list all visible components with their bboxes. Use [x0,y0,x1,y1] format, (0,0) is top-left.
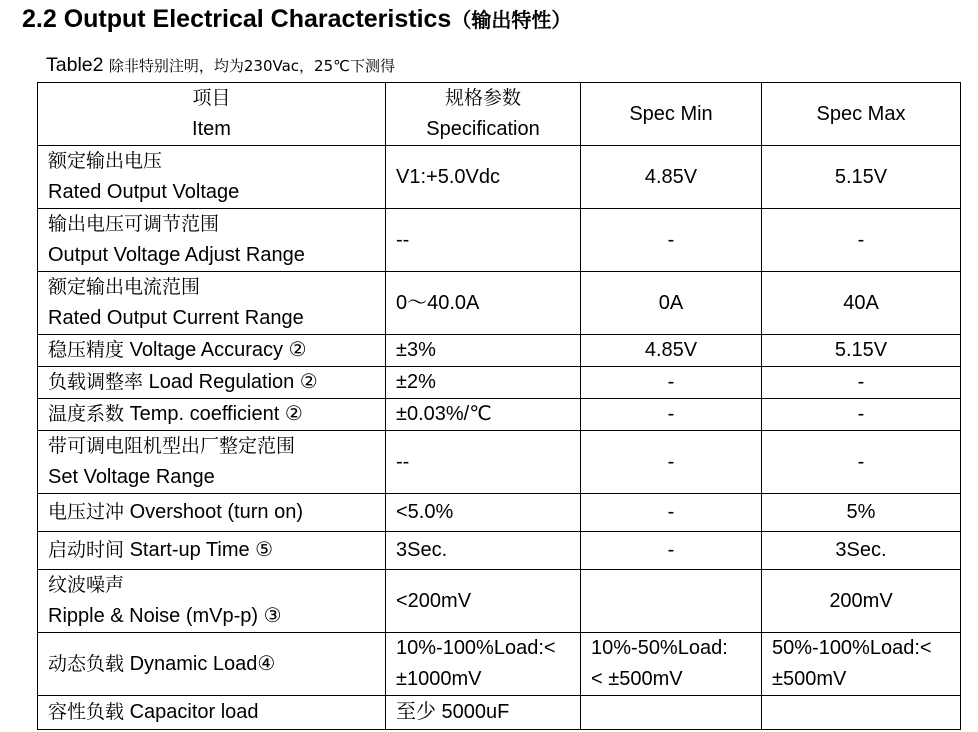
row-item-en: Voltage Accuracy ② [129,339,307,361]
row-item [38,532,386,570]
row-item-cn: 负载调整率 [48,371,144,393]
row-item-cn: 额定输出电压 [48,150,163,172]
row-item-cn: 电压过冲 [48,501,125,523]
row-item [38,335,386,367]
row-min-line2: < ±500mV [591,668,683,690]
row-item-cn: 容性负载 [48,701,125,723]
row-max: - [762,209,961,272]
row-max: 5.15V [762,335,961,367]
table-row [38,633,961,696]
table-row [38,399,961,431]
row-item-cn: 输出电压可调节范围 [48,213,220,235]
output-characteristics-table [37,82,961,730]
row-item-cn: 稳压精度 [48,339,125,361]
row-spec: 至少 5000uF [386,696,581,730]
row-max: 40A [762,272,961,335]
row-item-en: Set Voltage Range [48,466,215,488]
row-min: - [581,431,762,494]
row-min: - [581,532,762,570]
table-row [38,146,961,209]
row-min: - [581,367,762,399]
row-spec: ±3% [386,335,581,367]
row-max-line2: ±500mV [772,668,847,690]
section-heading-en: 2.2 Output Electrical Characteristics [22,5,452,33]
row-max: - [762,399,961,431]
row-item [38,399,386,431]
row-item [38,696,386,730]
table-row [38,209,961,272]
header-spec-cn: 规格参数 [444,87,521,109]
header-item-cn: 项目 [192,87,231,109]
row-item-en: Temp. coefficient ② [129,403,303,425]
header-max: Spec Max [762,83,961,146]
row-item-cn: 额定输出电流范围 [48,276,201,298]
row-min: 4.85V [581,146,762,209]
row-min: - [581,399,762,431]
row-max: 5.15V [762,146,961,209]
row-spec: 3Sec. [386,532,581,570]
row-max [762,696,961,730]
header-item-en: Item [192,118,231,140]
table-row [38,494,961,532]
row-min: 4.85V [581,335,762,367]
row-item-cn: 启动时间 [48,539,125,561]
row-item-en: Output Voltage Adjust Range [48,244,305,266]
row-min: - [581,209,762,272]
table-row [38,570,961,633]
table-row [38,532,961,570]
row-item-en: Rated Output Voltage [48,181,240,203]
row-item [38,494,386,532]
row-item-cn: 纹波噪声 [48,574,125,596]
row-item-en: Overshoot (turn on) [129,501,303,523]
row-min [581,696,762,730]
header-item [38,83,386,146]
row-item-en: Dynamic Load④ [129,652,276,675]
row-min: - [581,494,762,532]
row-item [38,209,386,272]
header-spec-en: Specification [426,118,540,140]
row-spec: 0～40.0A [386,272,581,335]
table-label: Table2 [46,54,104,76]
row-max: 3Sec. [762,532,961,570]
row-spec: <5.0% [386,494,581,532]
row-min [581,633,762,696]
row-spec-line2: ±1000mV [396,668,482,690]
table-caption [46,54,395,77]
row-item [38,146,386,209]
header-min: Spec Min [581,83,762,146]
row-item [38,367,386,399]
row-spec: <200mV [386,570,581,633]
table-row [38,696,961,730]
row-item-en: Ripple & Noise (mVp-p) ③ [48,605,282,627]
row-item [38,633,386,696]
row-spec [386,633,581,696]
table-row [38,272,961,335]
row-item [38,272,386,335]
row-min: 0A [581,272,762,335]
row-spec: ±2% [386,367,581,399]
row-max: 200mV [762,570,961,633]
row-item-cn: 温度系数 [48,403,125,425]
table-note: 除非特别注明，均为230Vac，25℃下测得 [108,57,395,75]
table-row [38,431,961,494]
table-row [38,335,961,367]
row-min-line1: 10%-50%Load: [591,637,728,659]
section-heading-cn: （输出特性） [451,8,572,32]
row-item-cn: 动态负载 [48,652,125,675]
row-spec: V1:+5.0Vdc [386,146,581,209]
row-max [762,633,961,696]
row-item [38,570,386,633]
section-heading [22,4,571,34]
row-spec-line1: 10%-100%Load:< [396,637,556,659]
row-item [38,431,386,494]
row-spec: ±0.03%/℃ [386,399,581,431]
row-item-en: Start-up Time ⑤ [129,539,274,561]
row-max: - [762,367,961,399]
row-spec: -- [386,431,581,494]
row-item-en: Rated Output Current Range [48,307,304,329]
table-row [38,367,961,399]
row-max: - [762,431,961,494]
row-max-line1: 50%-100%Load:< [772,637,932,659]
row-item-en: Capacitor load [129,701,259,723]
row-item-en: Load Regulation ② [148,371,318,393]
header-spec [386,83,581,146]
row-spec: -- [386,209,581,272]
row-min [581,570,762,633]
table-header-row [38,83,961,146]
row-item-cn: 带可调电阻机型出厂整定范围 [48,435,296,457]
row-max: 5% [762,494,961,532]
